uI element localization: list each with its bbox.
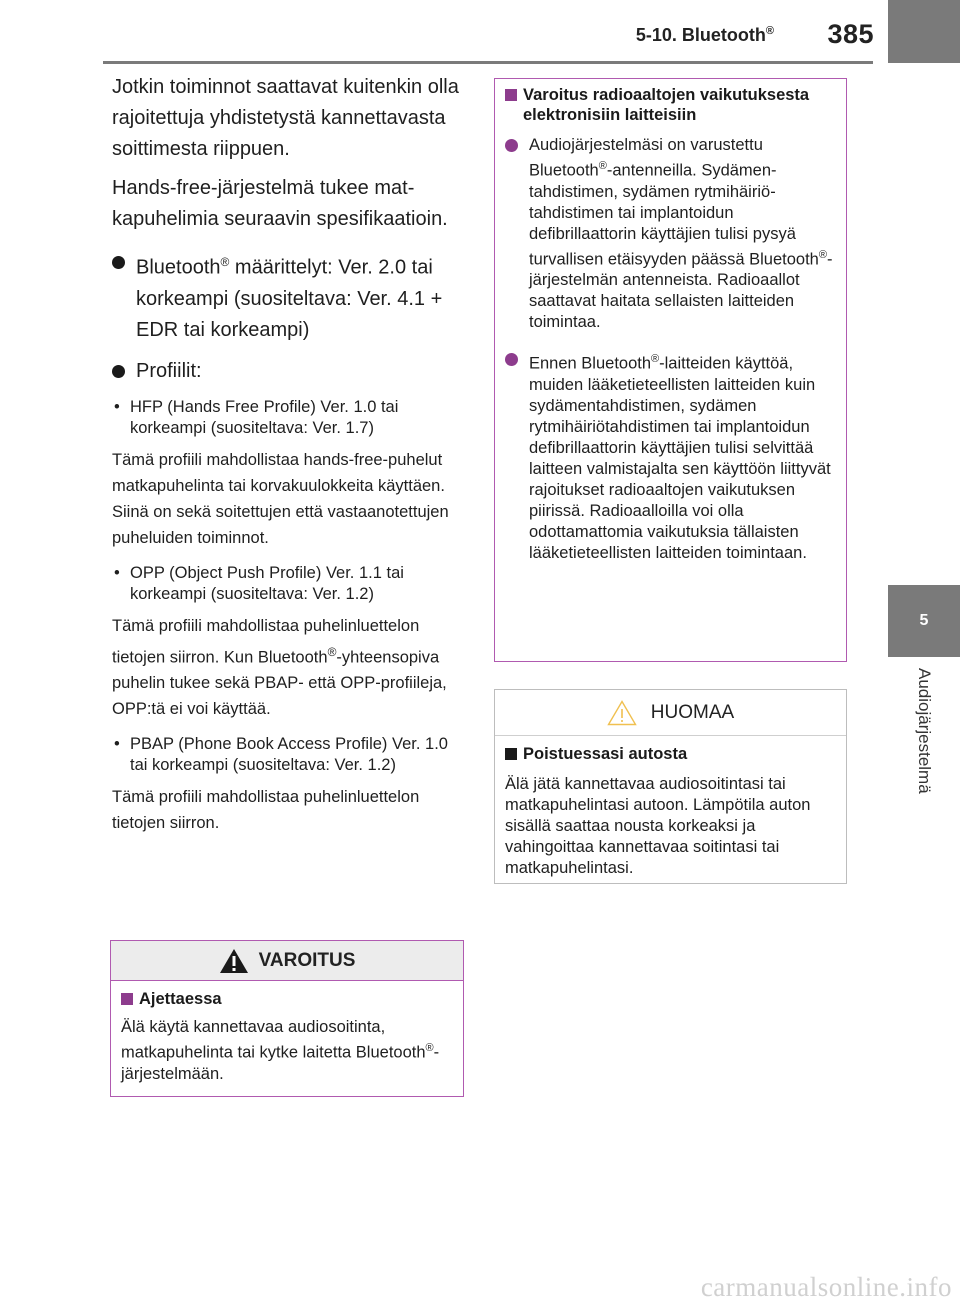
radio-item1-part-c: -järjestelmän antenneista. Radioaallot saattavat haitata sellaisten laitteiden toimintaa. <box>529 250 833 331</box>
section-title-text: 5-10. Bluetooth <box>635 25 766 45</box>
circle-bullet-icon <box>505 139 518 152</box>
profile-opp-text: OPP (Object Push Profile) Ver. 1.1 tai korkeampi (suositeltava: Ver. 1.2) <box>130 563 404 603</box>
warning-box-title: VAROITUS <box>258 949 356 971</box>
notice-box-subtitle-text: Poistuessasi autosta <box>523 745 688 763</box>
registered-mark: ® <box>598 160 607 172</box>
radio-warning-subtitle-text: Varoitus radioaaltojen vaikutuksesta elektronisiin laitteisiin <box>523 86 810 124</box>
registered-mark: ® <box>327 644 337 659</box>
spec-profiles-label: Profiilit: <box>136 359 202 382</box>
page-number: 385 <box>827 19 874 49</box>
square-bullet-icon <box>505 89 517 101</box>
bullet-icon: • <box>114 735 120 754</box>
radio-warning-subtitle <box>505 85 836 125</box>
warning-box <box>110 940 464 1097</box>
header-tab-block <box>888 0 960 63</box>
page-header <box>0 0 960 70</box>
square-bullet-icon <box>505 748 517 760</box>
spec-bullet-profiles <box>112 356 464 387</box>
notice-triangle-icon <box>607 700 637 726</box>
registered-mark: ® <box>818 248 827 261</box>
spec-bullet-bluetooth <box>112 247 464 346</box>
bullet-icon: • <box>114 397 120 416</box>
notice-box-text: Älä jätä kannettavaa audiosoitintasi tai matkapuhelintasi autoon. Lämpötila auton sisällä saattaa nousta korkeaksi ja vahingoittaa kannettavaa soitintasi tai matkapuhelintasi. <box>505 775 811 877</box>
warning-box-header <box>111 941 463 981</box>
radio-item2-part-b: -laitteiden käyttöä, muiden lääketieteellisten laitteiden kuin sydämentahdistimen, sydämen rytmihäiriötahdistimen tai implantoidun defibrillaattorin käyttäjien tulisi selvittää laitteen valmistajalta sen käyttöön liittyvät rajoitukset radioaaltojen vaikutuksen piirissä. Radioaalloilla voi olla odottamattomia vaikutuksia tällaisten lääketieteellisten laitteiden toimintaan. <box>529 354 831 562</box>
radio-warning-item-2 <box>505 349 836 564</box>
bullet-icon: • <box>114 563 120 582</box>
radio-warning-box <box>494 78 847 662</box>
notice-box <box>494 689 847 884</box>
intro-paragraph-1: Jotkin toiminnot saattavat kuitenkin olla rajoitettuja yhdistetystä kannettavasta soittimesta riippuen. <box>112 76 459 160</box>
profile-hfp-description: Tämä profiili mahdollistaa hands-free-puhelut matkapuhelinta tai korvakuulokkeita käyttäen. Siinä on sekä soitettujen että vastaanotettujen puheluiden toiminnot. <box>112 450 449 547</box>
opp-desc-part-b: -yhteensopiva puhelin tukee sekä PBAP- että OPP-profiileja, OPP:tä ei voi käyttää. <box>112 648 447 719</box>
bullet-dot-icon <box>112 256 125 269</box>
registered-mark: ® <box>651 353 660 365</box>
opp-desc-part-a: Tämä profiili mahdollistaa puhelinluettelon tietojen siirron. Kun Bluetooth <box>112 616 420 667</box>
profile-pbap-text: PBAP (Phone Book Access Profile) Ver. 1.0 tai korkeampi (suositeltava: Ver. 1.2) <box>130 735 448 775</box>
radio-item1-part-b: -antenneilla. Sydämentahdistimen, sydämen rytmihäiriötahdistimen tai implantoidun defibrillaattorin käyttäjien tulisi pysyä turvallisen etäisyyden päässä Bluetooth <box>529 161 819 268</box>
warning-triangle-icon <box>219 948 249 974</box>
notice-box-header <box>495 690 846 736</box>
chapter-tab[interactable]: 5 <box>888 585 960 657</box>
watermark: carmanualsonline.info <box>700 1272 952 1302</box>
spec-bluetooth-label: Bluetooth <box>136 256 221 279</box>
registered-mark: ® <box>220 255 230 269</box>
registered-mark: ® <box>425 1042 434 1054</box>
notice-box-subtitle <box>505 744 836 764</box>
warning-text-part-a: Älä käytä kannettavaa audiosoitinta, matkapuhelinta tai kytke laitetta Bluetooth <box>121 1018 426 1062</box>
profile-hfp <box>112 397 464 439</box>
profile-pbap <box>112 734 464 776</box>
warning-box-text <box>121 1017 453 1085</box>
radio-warning-item-1 <box>505 135 836 333</box>
warning-box-body <box>111 981 463 1085</box>
radio-warning-body <box>495 79 846 564</box>
intro-paragraph-2: Hands-free-järjestelmä tukee matkapuhelimia seuraavin spesifikaatioin. <box>112 177 448 230</box>
warning-text-part-b: -järjestelmään. <box>121 1043 440 1083</box>
radio-item1-part-a: Audiojärjestelmäsi on varustettu Bluetooth <box>529 136 763 180</box>
left-column <box>112 70 464 836</box>
circle-bullet-icon <box>505 353 518 366</box>
warning-box-subtitle-text: Ajettaessa <box>139 990 222 1008</box>
chapter-label: Audiojärjestelmä <box>915 668 934 794</box>
profile-opp-description <box>112 613 464 723</box>
spec-bluetooth-text: määrittelyt: Ver. 2.0 tai korkeampi (suositeltava: Ver. 4.1 + EDR tai korkeampi) <box>136 256 443 341</box>
profile-hfp-text: HFP (Hands Free Profile) Ver. 1.0 tai korkeampi (suositeltava: Ver. 1.7) <box>130 397 399 437</box>
notice-box-body <box>495 736 846 879</box>
profile-opp <box>112 563 464 605</box>
bullet-dot-icon <box>112 365 125 378</box>
warning-box-subtitle <box>121 989 453 1009</box>
square-bullet-icon <box>121 993 133 1005</box>
header-divider <box>103 61 873 64</box>
notice-box-title: HUOMAA <box>650 701 735 723</box>
profile-pbap-description: Tämä profiili mahdollistaa puhelinluettelon tietojen siirron. <box>112 788 420 833</box>
registered-mark: ® <box>765 25 774 37</box>
section-title <box>636 25 774 46</box>
radio-item2-part-a: Ennen Bluetooth <box>529 354 652 373</box>
